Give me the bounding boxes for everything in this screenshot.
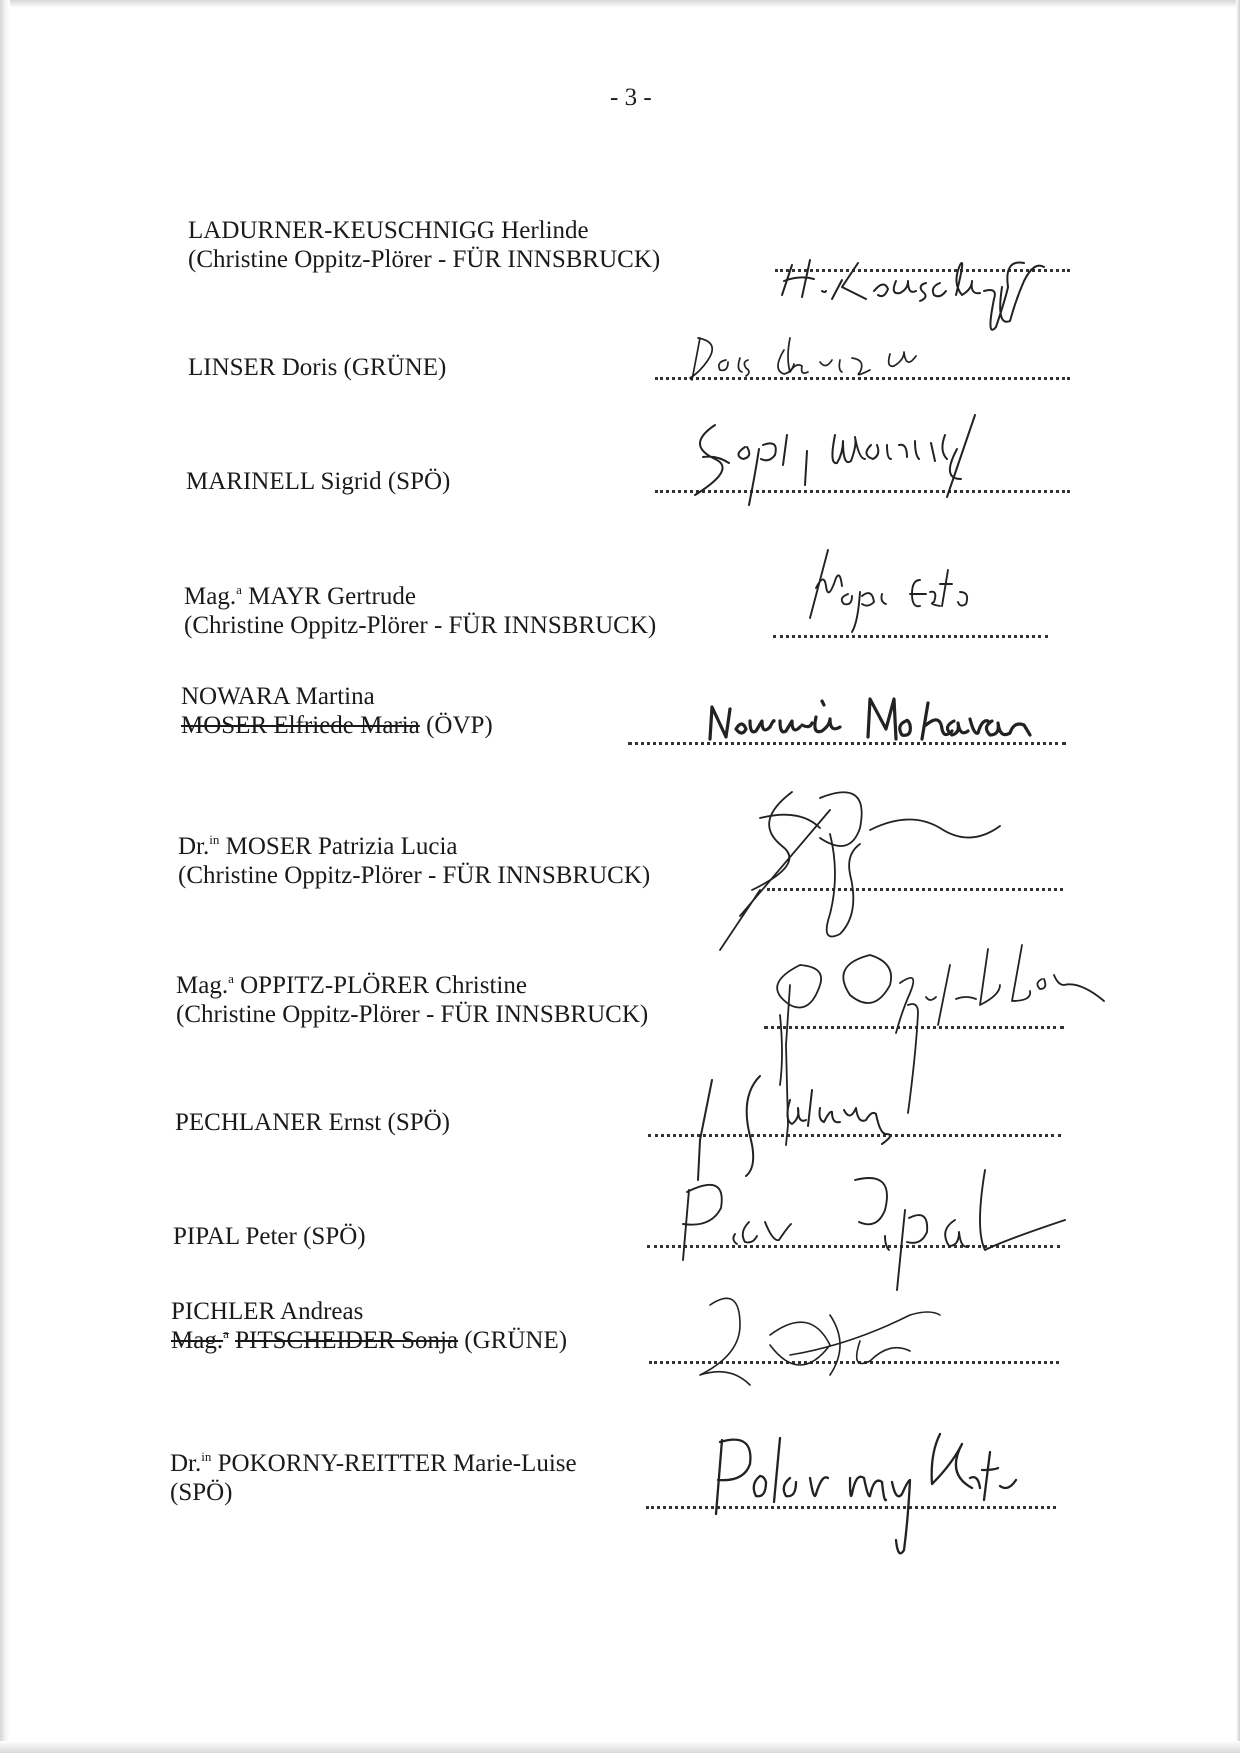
entry-name: MAYR Gertrude — [248, 583, 416, 610]
entry-faction: (Christine Oppitz-Plörer - FÜR INNSBRUCK) — [176, 1001, 649, 1028]
entry-marinell — [186, 467, 450, 496]
struck-name: PITSCHEIDER Sonja — [235, 1327, 459, 1354]
struck-title-suffix: a — [223, 1326, 229, 1341]
title-suffix: in — [201, 1449, 212, 1464]
scan-edge-left — [0, 0, 10, 1753]
title-prefix: Mag. — [184, 583, 237, 610]
entry-faction: (Christine Oppitz-Plörer - FÜR INNSBRUCK) — [184, 612, 657, 639]
struck-name: MOSER Elfriede Maria — [181, 712, 420, 739]
page-number: - 3 - — [610, 84, 652, 111]
entry-name: PICHLER Andreas — [171, 1298, 364, 1325]
entry-name: MARINELL Sigrid (SPÖ) — [186, 468, 451, 495]
entry-moser-patrizia — [178, 832, 650, 890]
entry-pichler — [171, 1297, 567, 1355]
signature-mayr — [780, 540, 1040, 640]
entry-faction: (ÖVP) — [426, 712, 493, 739]
entry-faction: (Christine Oppitz-Plörer - FÜR INNSBRUCK) — [188, 246, 661, 273]
entry-oppitz-ploerer — [176, 971, 648, 1029]
entry-name: OPPITZ-PLÖRER Christine — [240, 972, 527, 999]
entry-name: LINSER Doris (GRÜNE) — [188, 354, 447, 381]
entry-pokorny-reitter — [170, 1449, 577, 1507]
entry-name: NOWARA Martina — [181, 683, 375, 710]
entry-name: PECHLANER Ernst (SPÖ) — [175, 1109, 451, 1136]
struck-title-prefix: Mag. — [171, 1327, 224, 1354]
title-suffix: in — [209, 832, 220, 847]
signature-marinell — [675, 405, 995, 515]
entry-pechlaner — [175, 1108, 450, 1137]
signature-linser — [680, 318, 980, 393]
signature-pichler — [680, 1285, 960, 1395]
entry-nowara — [181, 682, 493, 740]
title-suffix: a — [228, 971, 234, 986]
entry-name: POKORNY-REITTER Marie-Luise — [217, 1450, 577, 1477]
title-suffix: a — [236, 582, 242, 597]
entry-linser — [188, 353, 446, 382]
entry-faction: (GRÜNE) — [464, 1327, 568, 1354]
title-prefix: Dr. — [170, 1450, 202, 1477]
entry-pipal — [173, 1222, 366, 1251]
signature-nowara — [700, 685, 1090, 765]
title-prefix: Mag. — [176, 972, 229, 999]
entry-faction: (SPÖ) — [170, 1479, 233, 1506]
title-prefix: Dr. — [178, 833, 210, 860]
scan-edge-bottom — [0, 1741, 1240, 1753]
entry-name: MOSER Patrizia Lucia — [225, 833, 458, 860]
entry-mayr — [184, 582, 656, 640]
entry-ladurner-keuschnigg — [188, 216, 660, 274]
scan-edge-right — [1236, 0, 1240, 1753]
entry-name: LADURNER-KEUSCHNIGG Herlinde — [188, 217, 589, 244]
scan-edge-top — [0, 0, 1240, 8]
signature-pokorny-reitter — [700, 1418, 1060, 1558]
signature-pipal — [665, 1160, 1125, 1300]
entry-faction: (Christine Oppitz-Plörer - FÜR INNSBRUCK) — [178, 862, 651, 889]
entry-name: PIPAL Peter (SPÖ) — [173, 1223, 366, 1250]
